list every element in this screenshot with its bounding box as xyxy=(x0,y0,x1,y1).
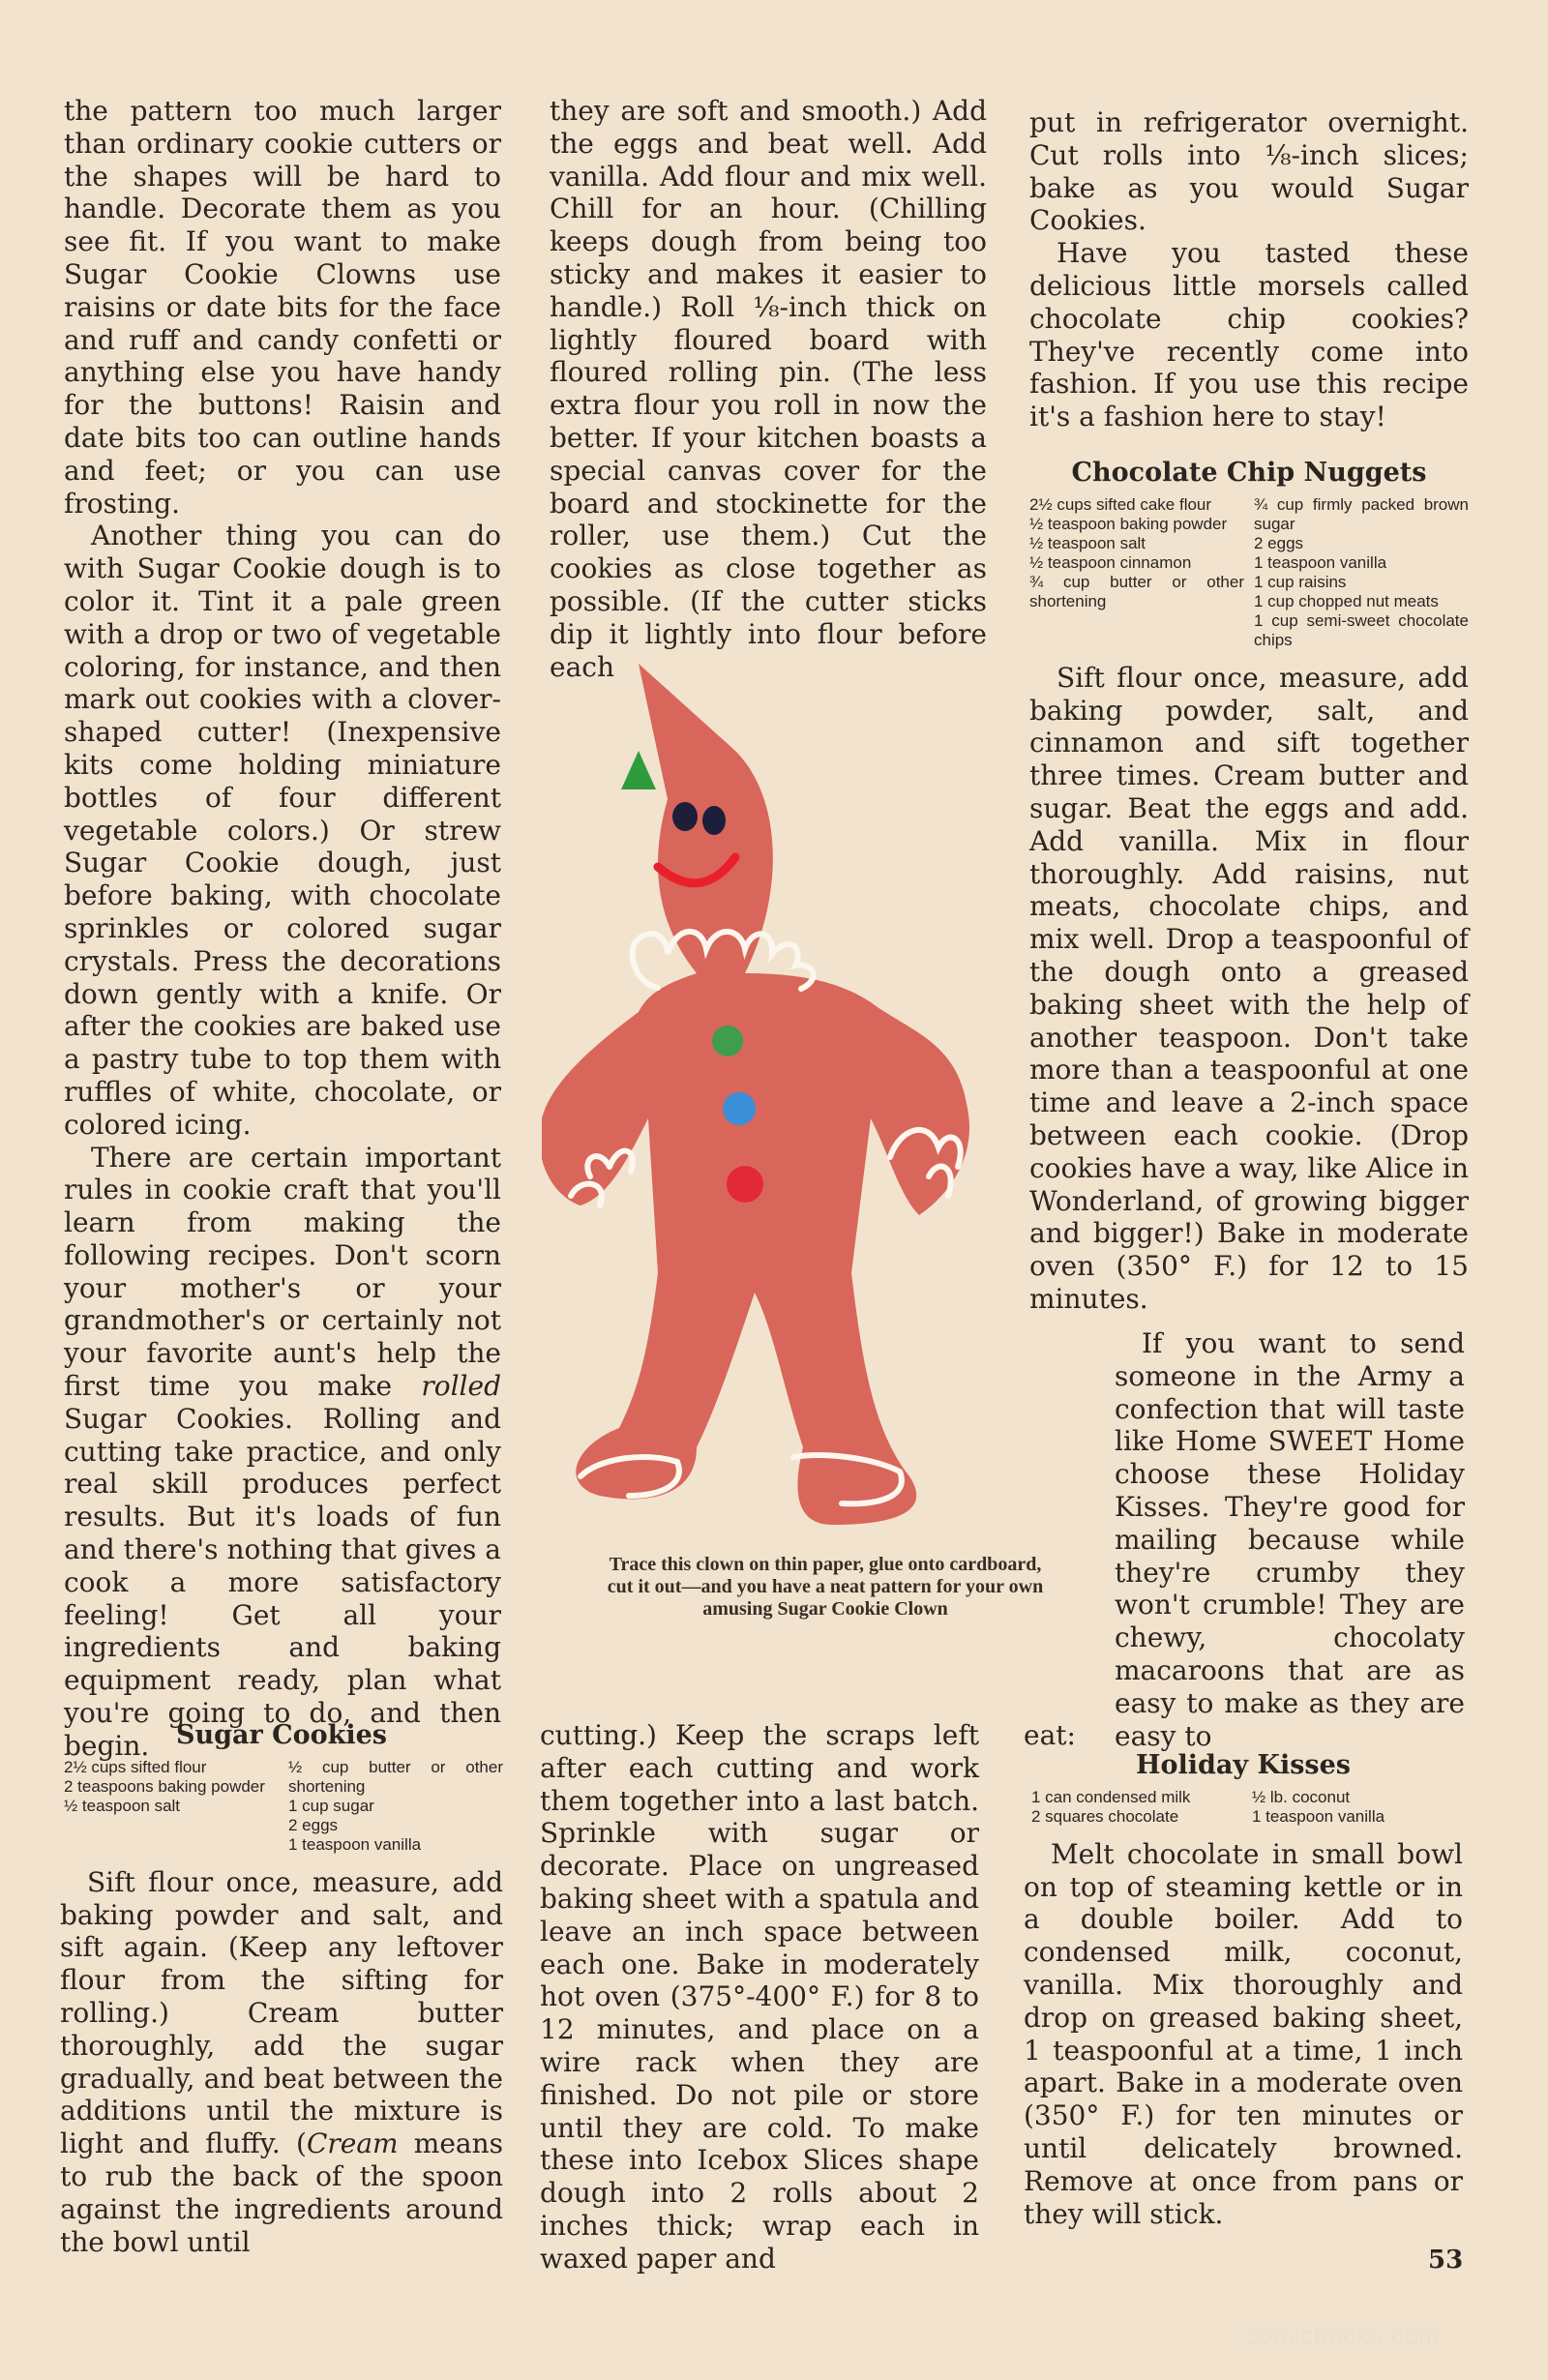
ingredient: 1 cup chopped nut meats xyxy=(1254,591,1439,610)
ingredient: 1 teaspoon vanilla xyxy=(1252,1806,1385,1826)
ingredient: ½ teaspoon salt xyxy=(64,1796,181,1815)
sugar-cookie-clown-illustration xyxy=(542,654,1045,1544)
illustration-caption: Trace this clown on thin paper, glue onto cardboard, cut it out—and you have a neat pattern for your own amusing Sugar Cookie Clown xyxy=(607,1554,1044,1620)
ingredient: ½ teaspoon baking powder xyxy=(1029,514,1228,533)
clown-button-red xyxy=(727,1166,763,1203)
ingredient: 2½ cups sifted cake flour xyxy=(1029,494,1212,514)
col2-paragraph: cutting.) Keep the scraps left after each cutting and work them together into a last batch. Sprinkle with sugar or decorate. Place on ungreased baking sheet with a spatula and leave an inch space between each one. Bake in moderately hot oven (375°-400° F.) for 8 to 12 minutes, and place on a wire rack when they are finished. Do not pile or store until they are cold. To make these into Icebox Slices shape dough into 2 rolls about 2 inches thick; wrap each in waxed paper and xyxy=(540,1719,979,2275)
col1-paragraph-3: There are certain important rules in cookie craft that you'll learn from making the following recipes. Don't scorn your mother's or your grandmother's or certainly not your favorite aunt's help the first time you make rolled Sugar Cookies. Rolling and cutting take practice, and only real skill produces perfect results. But it's loads of fun and there's nothing that gives a cook a more satisfactory feeling! Get all your ingredients and baking equipment ready, plan what you're going to do, and then begin. xyxy=(64,1141,501,1762)
ingredient: 2 squares chocolate xyxy=(1031,1806,1179,1826)
column-1 xyxy=(64,95,501,1763)
ingredient: 1 cup sugar xyxy=(288,1796,374,1815)
ingredient: ½ lb. coconut xyxy=(1252,1787,1351,1806)
recipe-title: Holiday Kisses xyxy=(1136,1750,1351,1780)
ingredient: 1 teaspoon vanilla xyxy=(288,1834,422,1854)
col3-army-paragraph: If you want to send someone in the Army a confection that will taste like Home SWEET Home choose these Holiday Kisses. They're good for mailing because while they're crumby they won't crumble! They are chewy, chocolaty macaroons that are as easy to make as they are easy to xyxy=(1115,1327,1465,1752)
ingredient: 1 teaspoon vanilla xyxy=(1254,552,1387,572)
clown-eye-right xyxy=(702,806,726,835)
clown-hat xyxy=(621,751,656,789)
ingredient: 2½ cups sifted flour xyxy=(64,1757,207,1776)
col2-paragraph: they are soft and smooth.) Add the eggs and beat well. Add vanilla. Add flour and mix well. Chill for an hour. (Chilling keeps dough from being too sticky and makes it easier to handle.) Roll ⅛-inch thick on lightly floured board with floured rolling pin. (The less extra flour you roll in now the better. If your kitchen boasts a special canvas cover for the board and stockinette for the roller, use them.) Cut the cookies as close together as possible. (If the cutter sticks dip it lightly into flour before each xyxy=(550,95,987,683)
ingredient: ¾ cup firmly packed brown sugar xyxy=(1254,494,1469,533)
recipe-method: Sift flour once, measure, add baking powder and salt, and sift again. (Keep any leftover flour from the sifting for rolling.) Cream butter thoroughly, add the sugar gradually, and beat between the additions until the mixture is light and fluffy. (Cream means to rub the back of the spoon against the ingredients around the bowl until xyxy=(60,1865,503,2258)
ingredient: 2 eggs xyxy=(1254,533,1304,552)
column-2-top xyxy=(550,95,987,683)
sugar-cookies-recipe xyxy=(60,1719,503,2258)
eat-text: eat: xyxy=(1024,1719,1076,1751)
recipe-method: Sift flour once, measure, add baking powder, salt, and cinnamon and sift together three times. Cream butter and sugar. Beat the eggs and add. Add vanilla. Mix in flour thoroughly. Add raisins, nut meats, chocolate chips, and mix well. Drop a teaspoonful of the dough onto a greased baking sheet with the help of another teaspoon. Don't take more than a teaspoonful at one time and leave a 2-inch space between each cookie. (Drop cookies have a way, like Alice in Wonderland, of growing bigger and bigger!) Bake in moderate oven (350° F.) for 12 to 15 minutes. xyxy=(1029,661,1469,1315)
col3-paragraph-1: put in refrigerator overnight. Cut rolls into ⅛-inch slices; bake as you would Sugar Cookies. xyxy=(1029,106,1469,237)
clown-button-blue xyxy=(723,1092,756,1125)
ingredient-list xyxy=(1031,1788,1463,1827)
ingredient: ½ cup butter or other shortening xyxy=(288,1757,503,1796)
ingredient: ¾ cup butter or other shortening xyxy=(1029,572,1244,610)
holiday-kisses-recipe xyxy=(1024,1749,1463,2230)
col1-paragraph-1: the pattern too much larger than ordinary cookie cutters or the shapes will be hard to handle. Decorate them as you see fit. If you want to make Sugar Cookie Clowns use raisins or date bits for the face and ruff and candy confetti or anything else you have handy for the buttons! Raisin and date bits too can outline hands and feet; or you can use frosting. xyxy=(64,95,501,520)
col1-paragraph-2: Another thing you can do with Sugar Cookie dough is to color it. Tint it a pale green with a drop or two of vegetable coloring, for instance, and then mark out cookies with a clover-shaped cutter! (Inexpensive kits come holding miniature bottles of four different vegetable colors.) Or strew Sugar Cookie dough, just before baking, with chocolate sprinkles or colored sugar crystals. Press the decorations down gently with a knife. Or after the cookies are baked use a pastry tube to top them with ruffles of white, chocolate, or colored icing. xyxy=(64,520,501,1141)
watermark: comicbooks.com xyxy=(1246,2323,1441,2350)
clown-eye-left xyxy=(672,802,698,831)
ingredient: 1 cup semi-sweet chocolate chips xyxy=(1254,610,1469,649)
ingredient: 2 teaspoons baking powder xyxy=(64,1776,265,1796)
clown-button-green xyxy=(712,1026,743,1056)
ingredient: 1 can condensed milk xyxy=(1031,1787,1191,1806)
column-2-bottom xyxy=(540,1719,979,2276)
col3-paragraph-2: Have you tasted these delicious little morsels called chocolate chip cookies? They've recently come into fashion. If you use this recipe it's a fashion here to stay! xyxy=(1029,237,1469,433)
ingredient: ½ teaspoon salt xyxy=(1029,533,1146,552)
ingredient: 2 eggs xyxy=(288,1815,339,1834)
column-3-narrow xyxy=(1115,1327,1465,1752)
column-3 xyxy=(1029,106,1469,1316)
ingredient-list xyxy=(1029,495,1469,650)
recipe-method: Melt chocolate in small bowl on top of steaming kettle or in a double boiler. Add to condensed milk, coconut, vanilla. Mix thoroughly and drop on greased baking sheet, 1 teaspoonful at a time, 1 inch apart. Bake in a moderate oven (350° F.) for ten minutes or until delicately browned. Remove at once from pans or they will stick. xyxy=(1024,1837,1463,2230)
ingredient: 1 cup raisins xyxy=(1254,572,1347,591)
recipe-title: Sugar Cookies xyxy=(176,1720,387,1750)
page-number: 53 xyxy=(1428,2246,1464,2275)
recipe-title: Chocolate Chip Nuggets xyxy=(1071,457,1427,488)
ingredient-list xyxy=(64,1758,503,1855)
ingredient: ½ teaspoon cinnamon xyxy=(1029,552,1192,572)
